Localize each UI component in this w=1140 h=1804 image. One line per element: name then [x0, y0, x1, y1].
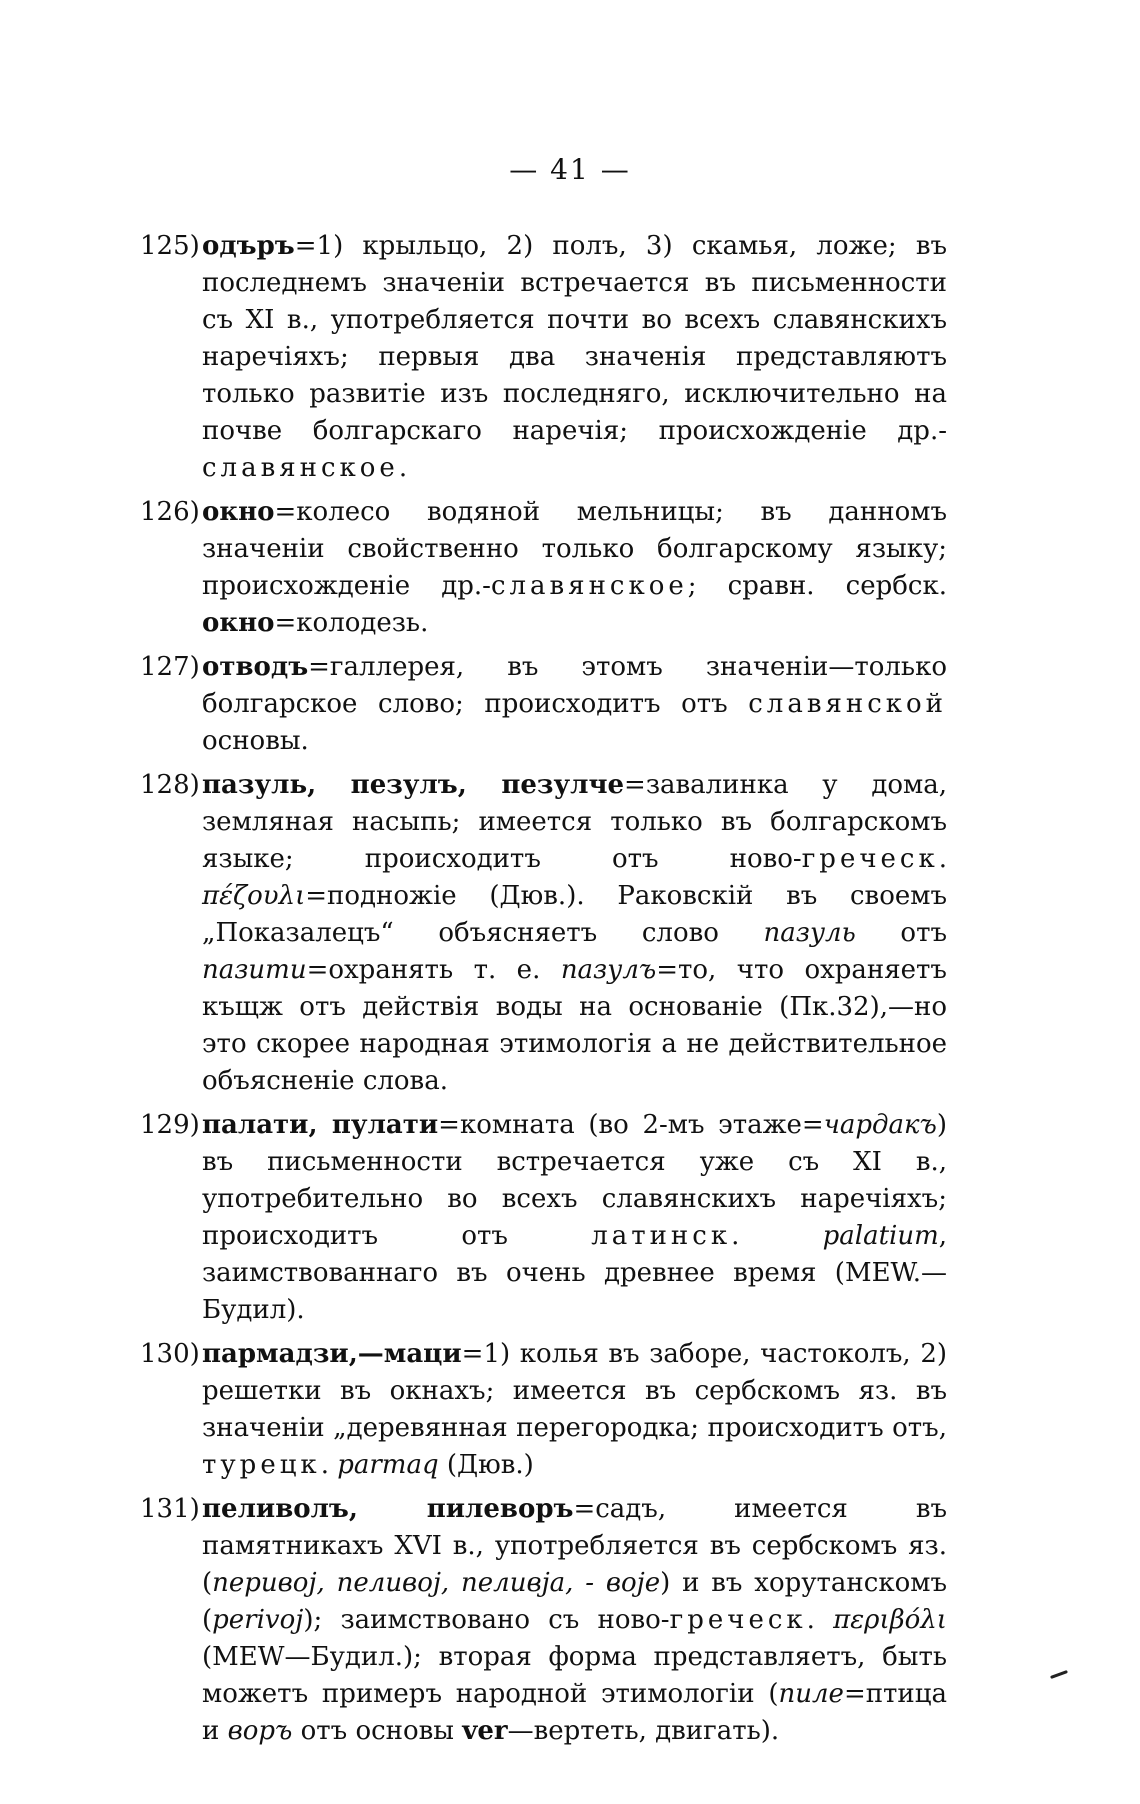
entry-text [202, 649, 947, 760]
entry-run: основы. [202, 726, 309, 756]
entry-run: отъ [855, 918, 948, 948]
entry-127 [140, 649, 947, 760]
entry-number: 126) [140, 497, 200, 527]
italic-term: воръ [227, 1716, 293, 1746]
entry-run: =колесо водяной мельницы; въ данномъ значенiи свойственно только болгарскому языку; происхожденiе др.- [202, 497, 947, 601]
spaced-term: турецк [202, 1450, 321, 1480]
entry-run: =1) крыльцо, 2) полъ, 3) скамья, ложе; въ последнемъ значенiи встречается въ письменности съ XI в., употребляется почти во всехъ славянскихъ наречiяхъ; первыя два значенiя представляютъ только развитiе изъ последняго, исключительно на почве болгарскаго наречiя; происхожденiе др.- [202, 231, 947, 446]
entry-128 [140, 767, 947, 1100]
entry-125 [140, 228, 947, 487]
entry-run: =садъ, имеется въ памятникахъ XVI в., употребляется въ сербскомъ яз. ( [202, 1494, 947, 1598]
entry-text [202, 767, 947, 1100]
entry-run: . [938, 844, 947, 874]
headword: ver [462, 1716, 508, 1746]
italic-term: пазити [202, 955, 307, 985]
entry-text [202, 1491, 947, 1750]
entry-run: . [320, 1450, 338, 1480]
entry-number: 125) [140, 231, 200, 261]
entry-run: =галлерея, въ этомъ значенiи—только болгарское слово; происходитъ отъ [202, 652, 947, 719]
italic-term: πέζουλι [202, 881, 306, 911]
dictionary-entries [140, 228, 947, 1757]
entry-number: 130) [140, 1339, 200, 1369]
italic-term: περιβόλι [833, 1605, 948, 1635]
entry-run: ) въ письменности встречается уже съ XI в., употребительно во всехъ славянскихъ наречiяхъ; происходитъ отъ [202, 1110, 947, 1251]
entry-text [202, 1107, 947, 1329]
italic-term: перивоj, пеливоj, пеливjа, - воjе [212, 1568, 661, 1598]
entry-run: ); заимствовано съ ново- [303, 1605, 670, 1635]
entry-run: . [806, 1605, 834, 1635]
spaced-term: славянское [490, 571, 688, 601]
entry-run: (Дюв.) [438, 1450, 534, 1480]
entry-run: =то, что охраняетъ къщж отъ действiя воды на основанiе (Пк.32),—но это скорее народная этимологiя а не действительное объясненiе слова. [202, 955, 947, 1096]
entry-run: ; сравн. сербск. [687, 571, 947, 601]
print-speck-mark [1050, 1670, 1068, 1679]
italic-term: пазуль [763, 918, 856, 948]
entry-run: =колодезь. [274, 608, 429, 638]
entry-run: ) и въ хорутанскомъ ( [202, 1568, 947, 1635]
italic-term: perivoj [212, 1605, 304, 1635]
entry-129 [140, 1107, 947, 1329]
entry-run: =1) колья въ заборе, частоколъ, 2) решетки въ окнахъ; имеется въ сербскомъ яз. въ значенiи „деревянная перегородка; происходитъ отъ, [202, 1339, 947, 1443]
headword: пеливолъ, пилеворъ [202, 1494, 574, 1524]
entry-run: , заимствованнаго въ очень древнее время (MEW.—Будил). [202, 1221, 947, 1325]
entry-run: —вертеть, двигать). [507, 1716, 780, 1746]
entry-131 [140, 1491, 947, 1750]
headword: окно [202, 608, 275, 638]
entry-126 [140, 494, 947, 642]
italic-term: пиле [778, 1679, 844, 1709]
entry-text [202, 1336, 947, 1484]
spaced-term: греческ [801, 844, 939, 874]
spaced-term: славянское [202, 453, 399, 483]
spaced-term: греческ [669, 1605, 807, 1635]
entry-run: =комната (во 2-мъ этаже= [438, 1110, 824, 1140]
entry-text [202, 228, 947, 487]
italic-term: parmaq [337, 1450, 439, 1480]
headword: пазуль, пезулъ, пезулче [202, 770, 625, 800]
headword: палати, пулати [202, 1110, 439, 1140]
entry-run: отъ основы [292, 1716, 463, 1746]
entry-run: . [398, 453, 408, 483]
entry-number: 127) [140, 652, 200, 682]
headword: отводъ [202, 652, 309, 682]
entry-run: =подножiе (Дюв.). Раковскiй въ своемъ „Показалецъ“ объясняетъ слово [202, 881, 947, 948]
headword: окно [202, 497, 275, 527]
entry-number: 129) [140, 1110, 200, 1140]
headword: одъръ [202, 231, 295, 261]
entry-run: (MEW—Будил.); вторая форма представляетъ, быть можетъ примеръ народной этимологiи ( [202, 1642, 947, 1709]
italic-term: palatium [822, 1221, 939, 1251]
spaced-term: славянской [748, 689, 947, 719]
entry-run: =птица и [202, 1679, 947, 1746]
spaced-term: латинск [591, 1221, 732, 1251]
entry-text [202, 494, 947, 642]
entry-run: =охранять т. е. [306, 955, 561, 985]
italic-term: пазулъ [560, 955, 657, 985]
entry-number: 131) [140, 1494, 200, 1524]
entry-run: . [731, 1221, 823, 1251]
headword: пармадзи,—маци [202, 1339, 462, 1369]
entry-number: 128) [140, 770, 200, 800]
entry-run: =завалинка у дома, земляная насыпь; имеется только въ болгарскомъ языке; происходитъ отъ ново- [202, 770, 947, 874]
entry-130 [140, 1336, 947, 1484]
italic-term: чардакъ [823, 1110, 937, 1140]
page-number: — 41 — [509, 153, 631, 186]
